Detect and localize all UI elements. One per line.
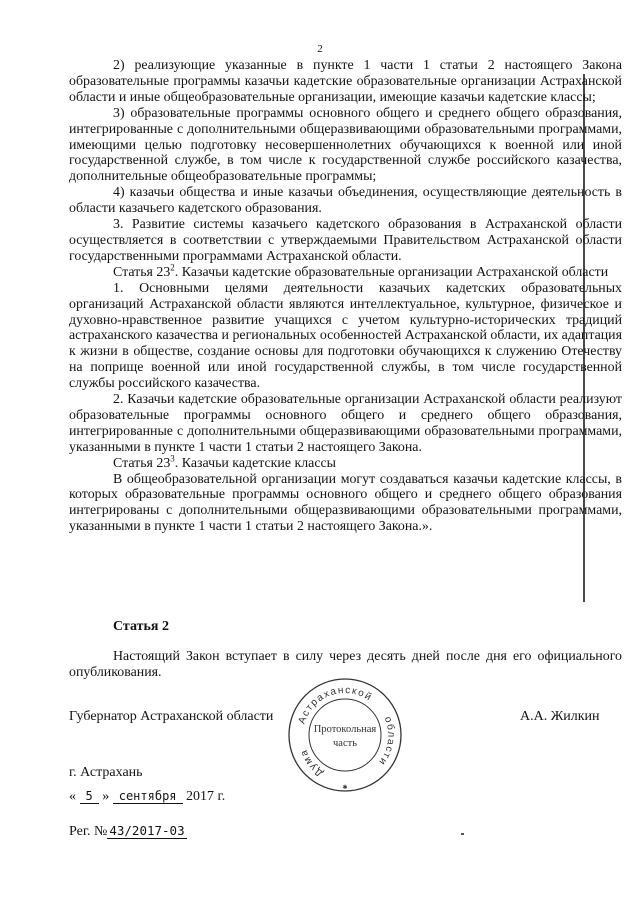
- svg-text:Дума: [298, 747, 325, 778]
- date-year: 2017 г.: [186, 789, 226, 804]
- stamp-center-line1: Протокольная: [313, 724, 377, 735]
- governor-name: А.А. Жилкин: [520, 709, 600, 724]
- paragraph-item-4: 4) казачьи общества и иные казачьи объединения, осуществляющие деятельность в области казачьего кадетского образования.: [69, 185, 622, 217]
- signing-date: « 5 » сентября 2017 г.: [69, 789, 226, 804]
- paragraph-section-3: 3. Развитие системы казачьего кадетского образования в Астраханской области осуществляется в соответствии с утверждаемыми Правительством Астраханской области государственными программами Астраханской области.: [69, 217, 622, 264]
- scan-speck: [461, 833, 464, 835]
- city: г. Астрахань: [69, 765, 143, 780]
- date-day: 5: [80, 789, 99, 804]
- article-23-2-heading: Статья $23^2$. Казачьи кадетские образовательные организации Астраханской области: [113, 262, 609, 280]
- article-23-2-item-1: 1. Основными целями деятельности казачьих кадетских образовательных организаций Астраханской области являются интеллектуальное, культурное, физическое и духовно-нравственное развитие учащихся с учетом культурно-исторических традиций астраханского казачества и региональных особенностей Астраханской области, их адаптация к жизни в обществе, создание основы для подготовки обучающихся к служению Отечеству на поприще военной или иной государственной службы, в том числе государственной службы российского казачества.: [69, 280, 622, 392]
- registration-value: 43/2017-03: [109, 823, 185, 838]
- registration-number: Рег. № 43/2017-03: [69, 823, 185, 839]
- document-body: [69, 58, 622, 535]
- article-23-2-item-2: 2. Казачьи кадетские образовательные организации Астраханской области реализуют образовательные программы основного общего и среднего общего образования, интегрированные с дополнительными общеразвивающими образовательными программами, указанными в пункте 1 части 1 статьи 2 настоящего Закона.: [69, 392, 622, 455]
- stamp-ring-top: Астраханской: [296, 684, 375, 726]
- paragraph-item-2: 2) реализующие указанные в пункте 1 части 1 статьи 2 настоящего Закона образовательные программы казачьи кадетские образовательные организации Астраханской области и иные общеобразовательные организации, имеющие казачьи кадетские классы;: [69, 58, 622, 105]
- article-23-3-heading: Статья $23^3$. Казачьи кадетские классы: [113, 453, 336, 471]
- stamp-star-icon: ✱: [342, 785, 348, 791]
- svg-text:Астраханской: [297, 685, 375, 726]
- stamp-ring-right: области: [375, 715, 397, 768]
- official-stamp: [285, 675, 405, 795]
- article-2-text: Настоящий Закон вступает в силу через десять дней после дня его официального опубликования.: [69, 649, 622, 680]
- page-number: 2: [317, 43, 323, 55]
- article-23-3-text: В общеобразовательной организации могут создаваться казачьи кадетские классы, в которых образовательные программы основного общего и среднего общего образования интегрированы с дополнительными общеразвивающими образовательными программами, указанными в пункте 1 части 1 статьи 2 настоящего Закона.».: [69, 471, 622, 535]
- governor-title: Губернатор Астраханской области: [69, 709, 274, 724]
- stamp-center-line2: часть: [333, 738, 357, 749]
- paragraph-item-3: 3) образовательные программы основного общего и среднего общего образования, интегрированные с дополнительными общеразвивающими образовательными программами, имеющими целью подготовку несовершеннолетних обучающихся к военной или иной государственной службе, в том числе к государственной службе российского казачества, дополнительные общеобразовательные программы;: [69, 105, 622, 185]
- stamp-inner-ring: [309, 699, 381, 771]
- article-2-heading: Статья 2: [113, 619, 169, 634]
- date-month: сентября: [113, 789, 183, 804]
- stamp-ring-bottom: Дума: [298, 747, 326, 779]
